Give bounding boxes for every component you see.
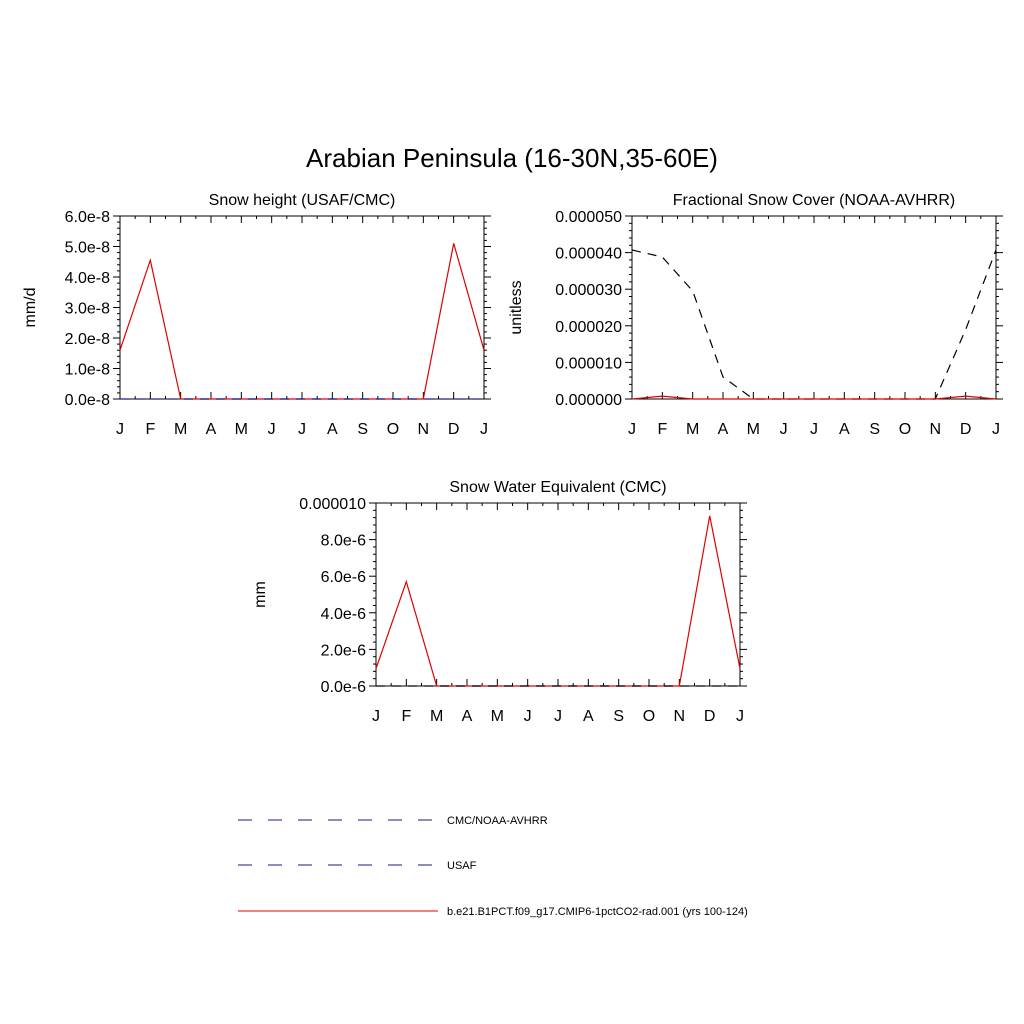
x-tick-label: A: [717, 421, 729, 438]
series-line-0: [120, 243, 484, 399]
x-tick-label: J: [372, 708, 380, 725]
x-tick-label: M: [430, 708, 444, 725]
x-tick-label: A: [326, 421, 338, 438]
x-tick-label: J: [267, 421, 276, 438]
legend-label-cmc: CMC/NOAA-AVHRR: [447, 815, 548, 827]
x-tick-label: J: [480, 421, 488, 438]
x-tick-label: S: [613, 708, 625, 725]
y-tick-label: 0.000010: [555, 355, 622, 373]
plot-frame: [632, 216, 996, 399]
y-tick-label: 5.0e-8: [64, 239, 110, 257]
x-tick-label: M: [686, 421, 700, 438]
panel-snow-water-equivalent: [252, 479, 747, 725]
x-tick-label: A: [582, 708, 594, 725]
x-tick-label: M: [490, 708, 504, 725]
y-tick-label: 3.0e-8: [64, 300, 110, 318]
x-tick-label: J: [628, 421, 636, 438]
x-tick-label: J: [779, 421, 788, 438]
y-tick-label: 1.0e-8: [64, 361, 110, 379]
y-tick-label: 0.0e-8: [64, 392, 110, 409]
y-tick-label: 6.0e-8: [64, 209, 110, 226]
x-tick-label: S: [869, 421, 881, 438]
panel-title: Snow height (USAF/CMC): [208, 192, 396, 209]
panel-fractional-snow-cover: [508, 192, 1003, 438]
x-tick-label: M: [746, 421, 760, 438]
panel-snow-height: [22, 192, 491, 438]
y-tick-label: 4.0e-8: [64, 270, 110, 287]
x-tick-label: S: [357, 421, 369, 438]
legend: [238, 815, 748, 918]
x-tick-label: J: [810, 421, 818, 438]
x-tick-label: J: [736, 708, 744, 725]
x-tick-label: M: [234, 421, 248, 438]
legend-label-model: b.e21.B1PCT.f09_g17.CMIP6-1pctCO2-rad.001 (yrs 100-124): [447, 906, 748, 918]
x-tick-label: J: [554, 708, 562, 725]
panel-title: Snow Water Equivalent (CMC): [449, 479, 667, 496]
x-tick-label: O: [386, 421, 400, 438]
x-tick-label: D: [447, 421, 460, 438]
x-tick-label: J: [298, 421, 306, 438]
y-tick-label: 0.000020: [555, 318, 622, 336]
x-tick-label: A: [838, 421, 850, 438]
x-tick-label: F: [401, 708, 412, 725]
x-tick-label: F: [657, 421, 668, 438]
x-tick-label: M: [174, 421, 188, 438]
x-tick-label: F: [145, 421, 156, 438]
x-tick-label: N: [673, 708, 686, 725]
y-tick-label: 0.0e-6: [320, 679, 366, 696]
y-tick-label: 0.000010: [299, 496, 366, 513]
figure-title: Arabian Peninsula (16-30N,35-60E): [306, 143, 718, 173]
series-line-0: [376, 516, 740, 686]
y-tick-label: 6.0e-6: [320, 569, 366, 587]
x-tick-label: A: [461, 708, 473, 725]
y-tick-label: 4.0e-6: [320, 605, 366, 623]
x-tick-label: N: [929, 421, 942, 438]
x-tick-label: J: [116, 421, 124, 438]
y-tick-label: 0.000040: [555, 245, 622, 263]
x-tick-label: N: [417, 421, 430, 438]
x-tick-label: A: [205, 421, 217, 438]
x-tick-label: J: [992, 421, 1000, 438]
panel-title: Fractional Snow Cover (NOAA-AVHRR): [672, 192, 956, 209]
y-axis-label: mm/d: [22, 287, 39, 328]
x-tick-label: O: [642, 708, 656, 725]
y-tick-label: 8.0e-6: [320, 532, 366, 550]
x-tick-label: J: [523, 708, 532, 725]
y-tick-label: 2.0e-6: [320, 642, 366, 660]
x-tick-label: D: [959, 421, 972, 438]
y-tick-label: 0.000000: [555, 392, 622, 409]
y-axis-label: mm: [252, 581, 269, 608]
x-tick-label: D: [703, 708, 716, 725]
y-tick-label: 0.000030: [555, 282, 622, 300]
plot-frame: [376, 503, 740, 686]
x-tick-label: O: [898, 421, 912, 438]
y-tick-label: 0.000050: [555, 209, 622, 226]
series-line-0: [632, 250, 996, 399]
y-tick-label: 2.0e-8: [64, 331, 110, 348]
legend-label-usaf: USAF: [447, 860, 477, 872]
y-axis-label: unitless: [508, 280, 525, 335]
